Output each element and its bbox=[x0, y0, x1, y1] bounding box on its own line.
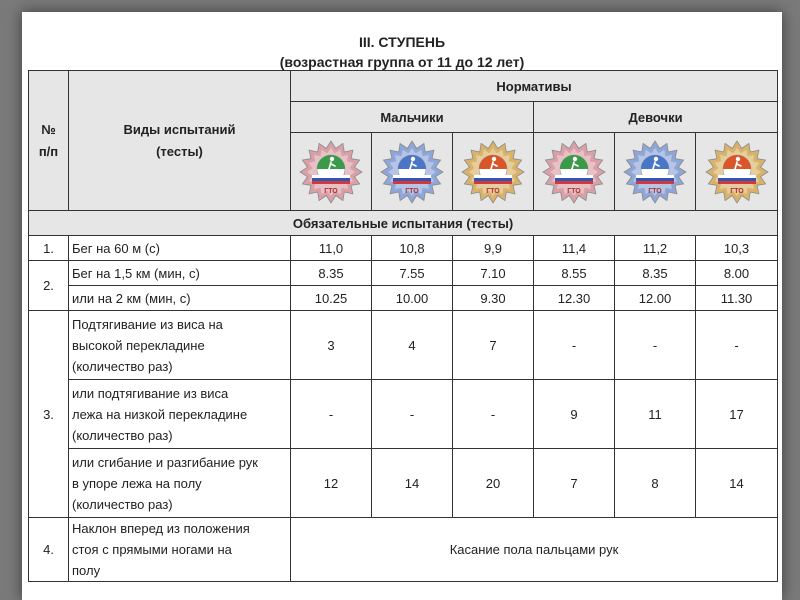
value-cell: - bbox=[615, 311, 696, 380]
value-cell: - bbox=[291, 380, 372, 449]
svg-text:ГТО: ГТО bbox=[324, 187, 338, 195]
value-cell: 9.30 bbox=[453, 286, 534, 311]
value-cell: 11,4 bbox=[534, 236, 615, 261]
test-name: Наклон вперед из положения стоя с прямыми ногами на полу bbox=[69, 518, 291, 582]
test-name: или подтягивание из виса лежа на низкой перекладине (количество раз) bbox=[69, 380, 291, 449]
table-row bbox=[29, 449, 778, 518]
girls-header: Девочки bbox=[534, 102, 778, 133]
table-row bbox=[29, 311, 778, 380]
value-cell: 3 bbox=[291, 311, 372, 380]
svg-text:ГТО: ГТО bbox=[405, 187, 419, 195]
svg-text:ГТО: ГТО bbox=[729, 187, 744, 195]
boys-header: Мальчики bbox=[291, 102, 534, 133]
value-cell: 10.25 bbox=[291, 286, 372, 311]
badge-cell bbox=[696, 133, 778, 211]
row-number: 1. bbox=[29, 236, 69, 261]
badge-cell bbox=[534, 133, 615, 211]
value-cell: 11,0 bbox=[291, 236, 372, 261]
col-norms-header: Нормативы bbox=[291, 71, 778, 102]
gto-badge-icon bbox=[704, 139, 770, 205]
badge-cell bbox=[291, 133, 372, 211]
value-cell: 8.00 bbox=[696, 261, 778, 286]
badge-cell bbox=[453, 133, 534, 211]
value-cell: - bbox=[534, 311, 615, 380]
value-cell: 11.30 bbox=[696, 286, 778, 311]
table-row bbox=[29, 518, 778, 582]
section-title: Обязательные испытания (тесты) bbox=[29, 211, 778, 236]
test-name: Бег на 60 м (с) bbox=[69, 236, 291, 261]
value-cell: 7 bbox=[453, 311, 534, 380]
table-row bbox=[29, 236, 778, 261]
col-tests-header: Виды испытаний (тесты) bbox=[69, 71, 291, 211]
table-header-row bbox=[29, 71, 778, 102]
value-cell: 9,9 bbox=[453, 236, 534, 261]
value-cell: 7.10 bbox=[453, 261, 534, 286]
merged-value-cell: Касание пола пальцами рук bbox=[291, 518, 778, 582]
svg-text:ГТО: ГТО bbox=[486, 187, 500, 195]
value-cell: 10.00 bbox=[372, 286, 453, 311]
value-cell: - bbox=[372, 380, 453, 449]
value-cell: 8 bbox=[615, 449, 696, 518]
value-cell: 11,2 bbox=[615, 236, 696, 261]
section-row bbox=[29, 211, 778, 236]
row-number: 2. bbox=[29, 261, 69, 311]
table-row bbox=[29, 261, 778, 286]
gto-badge-icon bbox=[379, 139, 445, 205]
value-cell: - bbox=[453, 380, 534, 449]
row-number: 3. bbox=[29, 311, 69, 518]
value-cell: 7.55 bbox=[372, 261, 453, 286]
value-cell: 11 bbox=[615, 380, 696, 449]
page-title: III. СТУПЕНЬ bbox=[358, 34, 446, 50]
value-cell: 8.35 bbox=[291, 261, 372, 286]
badge-cell bbox=[372, 133, 453, 211]
svg-text:ГТО: ГТО bbox=[567, 187, 581, 195]
value-cell: 12.00 bbox=[615, 286, 696, 311]
value-cell: 20 bbox=[453, 449, 534, 518]
slide bbox=[22, 12, 782, 600]
col-num-header: № п/п bbox=[29, 71, 69, 211]
value-cell: 10,3 bbox=[696, 236, 778, 261]
page-subtitle: (возрастная группа от 11 до 12 лет) bbox=[279, 54, 525, 70]
gto-badge-icon bbox=[622, 139, 688, 205]
gto-badge-icon bbox=[298, 139, 364, 205]
badge-cell bbox=[615, 133, 696, 211]
value-cell: 4 bbox=[372, 311, 453, 380]
test-name: или сгибание и разгибание рук в упоре лежа на полу (количество раз) bbox=[69, 449, 291, 518]
value-cell: 10,8 bbox=[372, 236, 453, 261]
value-cell: 14 bbox=[372, 449, 453, 518]
svg-text:ГТО: ГТО bbox=[648, 187, 662, 195]
value-cell: 17 bbox=[696, 380, 778, 449]
table-row bbox=[29, 380, 778, 449]
row-number: 4. bbox=[29, 518, 69, 582]
value-cell: 14 bbox=[696, 449, 778, 518]
norms-table bbox=[28, 70, 778, 582]
test-name: Бег на 1,5 км (мин, с) bbox=[69, 261, 291, 286]
value-cell: 7 bbox=[534, 449, 615, 518]
table-row bbox=[29, 286, 778, 311]
value-cell: 9 bbox=[534, 380, 615, 449]
gto-badge-icon bbox=[460, 139, 526, 205]
value-cell: - bbox=[696, 311, 778, 380]
value-cell: 8.35 bbox=[615, 261, 696, 286]
value-cell: 12.30 bbox=[534, 286, 615, 311]
gto-badge-icon bbox=[541, 139, 607, 205]
test-name: Подтягивание из виса на высокой перекладине (количество раз) bbox=[69, 311, 291, 380]
value-cell: 8.55 bbox=[534, 261, 615, 286]
test-name: или на 2 км (мин, с) bbox=[69, 286, 291, 311]
value-cell: 12 bbox=[291, 449, 372, 518]
